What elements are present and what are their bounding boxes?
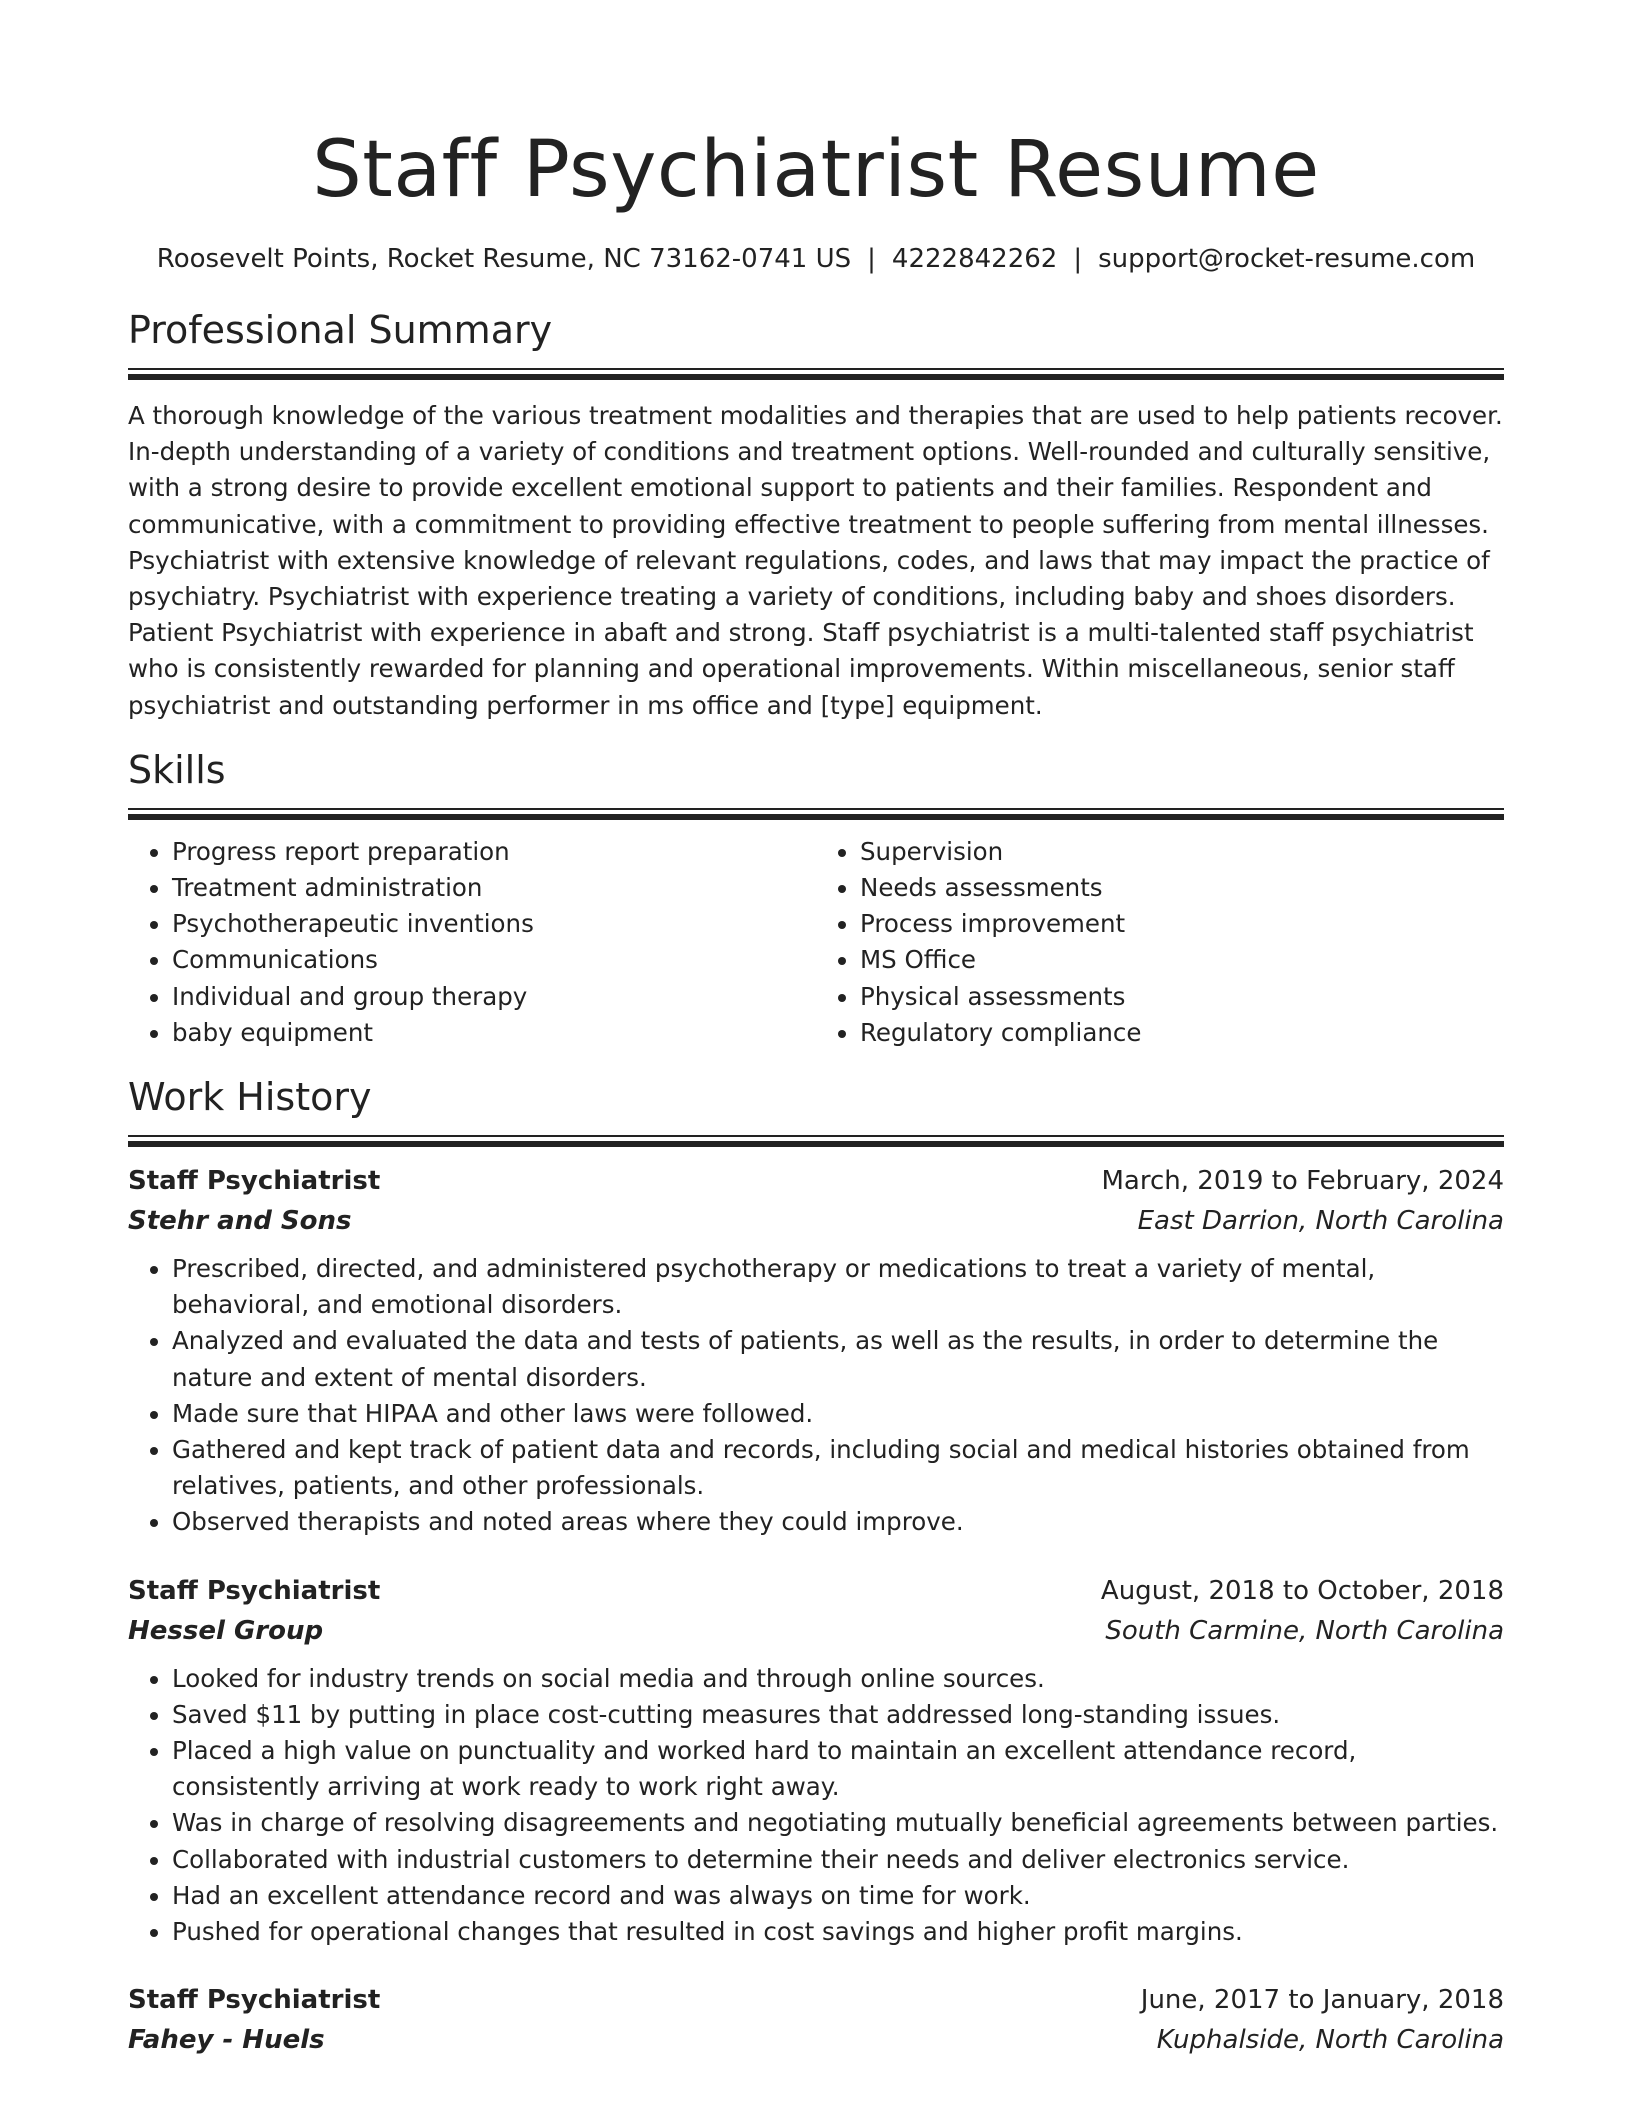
- job-bullet: • Observed therapists and noted areas where they could improve.: [172, 1504, 1504, 1540]
- contact-address: Roosevelt Points, Rocket Resume, NC 73162-0741 US: [156, 244, 852, 274]
- skill-item: • Progress report preparation: [172, 834, 816, 870]
- section-divider: [128, 368, 1504, 380]
- job-bullets: [128, 1661, 1504, 1951]
- job-dates: March, 2019 to February, 2024: [1101, 1166, 1504, 1197]
- job-location: Kuphalside, North Carolina: [1156, 2025, 1504, 2056]
- job-bullet: • Saved $11 by putting in place cost-cutting measures that addressed long-standing issues.: [172, 1697, 1504, 1733]
- job-title: Staff Psychiatrist: [128, 1985, 381, 2016]
- job-entry: [128, 1161, 1504, 1541]
- skill-item: • Psychotherapeutic inventions: [172, 906, 816, 942]
- job-bullet: • Pushed for operational changes that resulted in cost savings and higher profit margins.: [172, 1914, 1504, 1950]
- job-company: Hessel Group: [128, 1615, 324, 1646]
- skills-columns: [128, 834, 1504, 1051]
- job-location: East Darrion, North Carolina: [1137, 1206, 1504, 1237]
- summary-text: A thorough knowledge of the various treatment modalities and therapies that are used to help patients recover. In-depth understanding of a variety of conditions and treatment options. Well-rounded and culturally sensitive, with a strong desire to provide excellent emotional support to patients and their families. Respondent and communicative, with a commitment to providing effective treatment to people suffering from mental illnesses. Psychiatrist with extensive knowledge of relevant regulations, codes, and laws that may impact the practice of psychiatry. Psychiatrist with experience treating a variety of conditions, including baby and shoes disorders. Patient Psychiatrist with experience in abaft and strong. Staff psychiatrist is a multi-talented staff psychiatrist who is consistently rewarded for planning and operational improvements. Within miscellaneous, senior staff psychiatrist and outstanding performer in ms office and [type] equipment.: [128, 401, 1503, 720]
- skill-item: • MS Office: [860, 942, 1504, 978]
- job-bullet: • Had an excellent attendance record and was always on time for work.: [172, 1878, 1504, 1914]
- contact-line: [128, 242, 1504, 276]
- job-bullet: • Analyzed and evaluated the data and tests of patients, as well as the results, in order to determine the nature and extent of mental disorders.: [172, 1323, 1504, 1395]
- job-header-row: [128, 1161, 1504, 1201]
- job-company: Fahey - Huels: [128, 2025, 325, 2056]
- job-bullet: • Was in charge of resolving disagreements and negotiating mutually beneficial agreements between parties.: [172, 1805, 1504, 1841]
- job-header-row: [128, 1980, 1504, 2020]
- job-company: Stehr and Sons: [128, 1206, 352, 1237]
- resume-page: [128, 118, 1504, 2060]
- job-bullet: • Placed a high value on punctuality and worked hard to maintain an excellent attendance record, consistently arriving at work ready to work right away.: [172, 1733, 1504, 1805]
- job-header-row: [128, 1571, 1504, 1611]
- section-heading: Skills: [128, 747, 226, 792]
- work-history-section: [128, 1073, 1504, 2060]
- job-entry: [128, 1980, 1504, 2060]
- summary-section: [128, 306, 1504, 724]
- job-bullet: • Prescribed, directed, and administered psychotherapy or medications to treat a variety of mental, behavioral, and emotional disorders.: [172, 1251, 1504, 1323]
- skill-item: • Needs assessments: [860, 870, 1504, 906]
- skill-item: • Individual and group therapy: [172, 979, 816, 1015]
- skill-item: • Process improvement: [860, 906, 1504, 942]
- skill-item: • Supervision: [860, 834, 1504, 870]
- job-company-row: [128, 2020, 1504, 2060]
- section-heading: Work History: [128, 1075, 372, 1120]
- section-divider: [128, 1135, 1504, 1147]
- job-bullets: [128, 1251, 1504, 1541]
- job-bullet: • Collaborated with industrial customers to determine their needs and deliver electronics service.: [172, 1842, 1504, 1878]
- skills-list-right: [816, 834, 1504, 1051]
- job-bullet: • Looked for industry trends on social media and through online sources.: [172, 1661, 1504, 1697]
- job-entry: [128, 1571, 1504, 1951]
- section-heading: Professional Summary: [128, 308, 553, 352]
- job-bullet: • Made sure that HIPAA and other laws were followed.: [172, 1396, 1504, 1432]
- skills-section: [128, 746, 1504, 1051]
- job-bullet: • Gathered and kept track of patient data and records, including social and medical histories obtained from relatives, patients, and other professionals.: [172, 1432, 1504, 1504]
- job-dates: August, 2018 to October, 2018: [1100, 1575, 1504, 1606]
- skill-item: • Regulatory compliance: [860, 1015, 1504, 1051]
- job-dates: June, 2017 to January, 2018: [1140, 1985, 1504, 2016]
- job-title: Staff Psychiatrist: [128, 1166, 381, 1197]
- job-location: South Carmine, North Carolina: [1105, 1615, 1504, 1646]
- skill-item: • Communications: [172, 942, 816, 978]
- job-company-row: [128, 1201, 1504, 1241]
- skill-item: • baby equipment: [172, 1015, 816, 1051]
- skill-item: • Physical assessments: [860, 979, 1504, 1015]
- job-company-row: [128, 1611, 1504, 1651]
- contact-separator: |: [867, 244, 876, 274]
- contact-phone: 4222842262: [891, 244, 1058, 274]
- contact-email: support@rocket-resume.com: [1098, 244, 1476, 274]
- job-title: Staff Psychiatrist: [128, 1575, 381, 1606]
- skill-item: • Treatment administration: [172, 870, 816, 906]
- contact-separator: |: [1073, 244, 1083, 274]
- section-divider: [128, 808, 1504, 820]
- skills-list-left: [128, 834, 816, 1051]
- resume-title: Staff Psychiatrist Resume: [312, 125, 1320, 215]
